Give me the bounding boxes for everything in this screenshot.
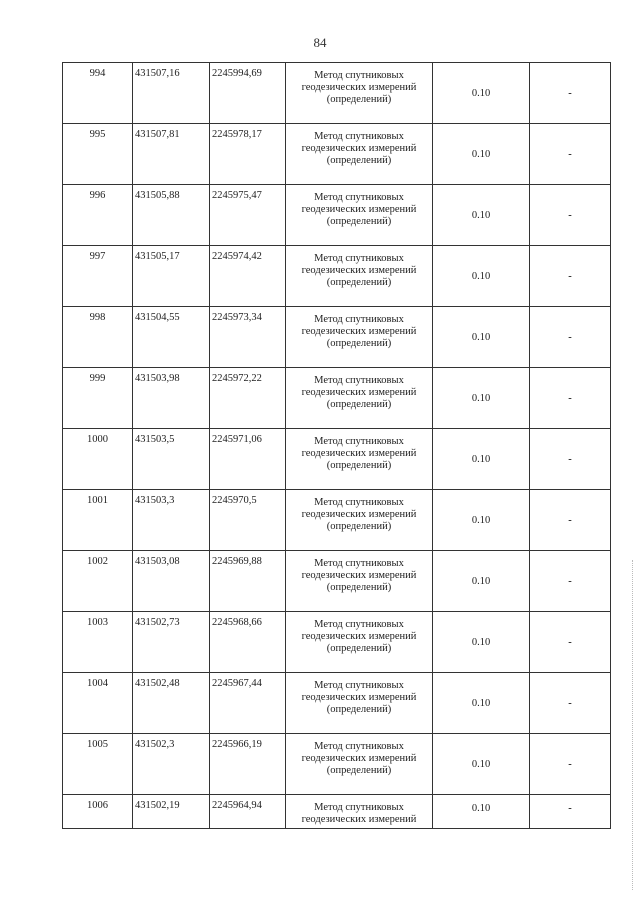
point-number-cell: 999 — [63, 368, 133, 429]
accuracy-cell: 0.10 — [433, 246, 530, 307]
note-cell: - — [530, 246, 611, 307]
method-line: (определений) — [326, 704, 392, 715]
method-line: Метод спутниковых — [314, 375, 404, 386]
method-line: Метод спутниковых — [314, 802, 404, 813]
y-coordinate-cell: 2245994,69 — [210, 63, 286, 124]
note-cell: - — [530, 490, 611, 551]
note-cell: - — [530, 124, 611, 185]
method-line: (определений) — [326, 399, 392, 410]
accuracy-cell: 0.10 — [433, 795, 530, 829]
x-coordinate-cell: 431503,08 — [133, 551, 210, 612]
page-number: 84 — [313, 35, 327, 50]
method-line: геодезических измерений — [301, 387, 417, 398]
point-number-cell: 996 — [63, 185, 133, 246]
table-row — [63, 185, 611, 246]
table-row — [63, 63, 611, 124]
method-line: (определений) — [326, 521, 392, 532]
accuracy-cell: 0.10 — [433, 673, 530, 734]
table-row — [63, 429, 611, 490]
point-number-cell: 1000 — [63, 429, 133, 490]
accuracy-cell: 0.10 — [433, 307, 530, 368]
coordinates-table — [62, 62, 611, 829]
method-line: Метод спутниковых — [314, 741, 404, 752]
x-coordinate-cell: 431507,81 — [133, 124, 210, 185]
table-row — [63, 673, 611, 734]
method-line: (определений) — [326, 582, 392, 593]
method-cell — [286, 673, 433, 734]
x-coordinate-cell: 431503,98 — [133, 368, 210, 429]
accuracy-cell: 0.10 — [433, 612, 530, 673]
method-line: (определений) — [326, 765, 392, 776]
method-line: Метод спутниковых — [314, 558, 404, 569]
table-row — [63, 734, 611, 795]
method-line: Метод спутниковых — [314, 253, 404, 264]
method-line: Метод спутниковых — [314, 314, 404, 325]
method-line: геодезических измерений — [301, 753, 417, 764]
y-coordinate-cell: 2245970,5 — [210, 490, 286, 551]
method-line: Метод спутниковых — [314, 70, 404, 81]
accuracy-cell: 0.10 — [433, 63, 530, 124]
method-line: геодезических измерений — [301, 82, 417, 93]
x-coordinate-cell: 431502,48 — [133, 673, 210, 734]
point-number-cell: 1004 — [63, 673, 133, 734]
y-coordinate-cell: 2245968,66 — [210, 612, 286, 673]
method-line: Метод спутниковых — [314, 192, 404, 203]
y-coordinate-cell: 2245975,47 — [210, 185, 286, 246]
method-line: геодезических измерений — [301, 509, 417, 520]
table-row — [63, 124, 611, 185]
point-number-cell: 998 — [63, 307, 133, 368]
note-cell: - — [530, 551, 611, 612]
method-line: геодезических измерений — [301, 326, 417, 337]
method-line: Метод спутниковых — [314, 436, 404, 447]
point-number-cell: 1005 — [63, 734, 133, 795]
method-line: геодезических измерений — [301, 631, 417, 642]
note-cell: - — [530, 734, 611, 795]
point-number-cell: 1006 — [63, 795, 133, 829]
method-cell — [286, 246, 433, 307]
note-cell: - — [530, 612, 611, 673]
accuracy-cell: 0.10 — [433, 551, 530, 612]
y-coordinate-cell: 2245964,94 — [210, 795, 286, 829]
method-line: (определений) — [326, 460, 392, 471]
method-cell — [286, 429, 433, 490]
y-coordinate-cell: 2245978,17 — [210, 124, 286, 185]
y-coordinate-cell: 2245973,34 — [210, 307, 286, 368]
method-line: геодезических измерений — [301, 265, 417, 276]
x-coordinate-cell: 431502,3 — [133, 734, 210, 795]
table-row — [63, 368, 611, 429]
method-cell — [286, 551, 433, 612]
table-row — [63, 612, 611, 673]
method-cell — [286, 63, 433, 124]
method-line: Метод спутниковых — [314, 131, 404, 142]
method-cell — [286, 307, 433, 368]
method-cell — [286, 795, 433, 829]
point-number-cell: 1002 — [63, 551, 133, 612]
x-coordinate-cell: 431502,73 — [133, 612, 210, 673]
method-line: (определений) — [326, 277, 392, 288]
accuracy-cell: 0.10 — [433, 185, 530, 246]
method-line: (определений) — [326, 94, 392, 105]
method-line: геодезических измерений — [301, 814, 417, 825]
method-line: (определений) — [326, 216, 392, 227]
x-coordinate-cell: 431504,55 — [133, 307, 210, 368]
x-coordinate-cell: 431503,3 — [133, 490, 210, 551]
point-number-cell: 997 — [63, 246, 133, 307]
x-coordinate-cell: 431505,17 — [133, 246, 210, 307]
y-coordinate-cell: 2245966,19 — [210, 734, 286, 795]
method-cell — [286, 124, 433, 185]
table-row — [63, 795, 611, 829]
y-coordinate-cell: 2245969,88 — [210, 551, 286, 612]
x-coordinate-cell: 431507,16 — [133, 63, 210, 124]
table-row — [63, 307, 611, 368]
method-line: (определений) — [326, 155, 392, 166]
accuracy-cell: 0.10 — [433, 368, 530, 429]
x-coordinate-cell: 431505,88 — [133, 185, 210, 246]
method-cell — [286, 734, 433, 795]
point-number-cell: 1001 — [63, 490, 133, 551]
table-row — [63, 551, 611, 612]
y-coordinate-cell: 2245971,06 — [210, 429, 286, 490]
y-coordinate-cell: 2245972,22 — [210, 368, 286, 429]
accuracy-cell: 0.10 — [433, 734, 530, 795]
accuracy-cell: 0.10 — [433, 124, 530, 185]
method-cell — [286, 185, 433, 246]
point-number-cell: 995 — [63, 124, 133, 185]
point-number-cell: 1003 — [63, 612, 133, 673]
note-cell: - — [530, 673, 611, 734]
method-cell — [286, 368, 433, 429]
method-line: геодезических измерений — [301, 204, 417, 215]
note-cell: - — [530, 368, 611, 429]
accuracy-cell: 0.10 — [433, 429, 530, 490]
method-cell — [286, 490, 433, 551]
y-coordinate-cell: 2245967,44 — [210, 673, 286, 734]
y-coordinate-cell: 2245974,42 — [210, 246, 286, 307]
method-line: геодезических измерений — [301, 143, 417, 154]
coordinates-table-body — [63, 63, 611, 829]
method-line: геодезических измерений — [301, 570, 417, 581]
accuracy-cell: 0.10 — [433, 490, 530, 551]
table-row — [63, 490, 611, 551]
method-line: (определений) — [326, 338, 392, 349]
method-line: геодезических измерений — [301, 692, 417, 703]
point-number-cell: 994 — [63, 63, 133, 124]
method-line: Метод спутниковых — [314, 619, 404, 630]
method-line: Метод спутниковых — [314, 497, 404, 508]
table-row — [63, 246, 611, 307]
x-coordinate-cell: 431503,5 — [133, 429, 210, 490]
note-cell: - — [530, 185, 611, 246]
method-cell — [286, 612, 433, 673]
note-cell: - — [530, 307, 611, 368]
page-edge-scan-line — [632, 560, 633, 890]
method-line: геодезических измерений — [301, 448, 417, 459]
note-cell: - — [530, 795, 611, 829]
method-line: (определений) — [326, 643, 392, 654]
note-cell: - — [530, 63, 611, 124]
note-cell: - — [530, 429, 611, 490]
method-line: Метод спутниковых — [314, 680, 404, 691]
x-coordinate-cell: 431502,19 — [133, 795, 210, 829]
